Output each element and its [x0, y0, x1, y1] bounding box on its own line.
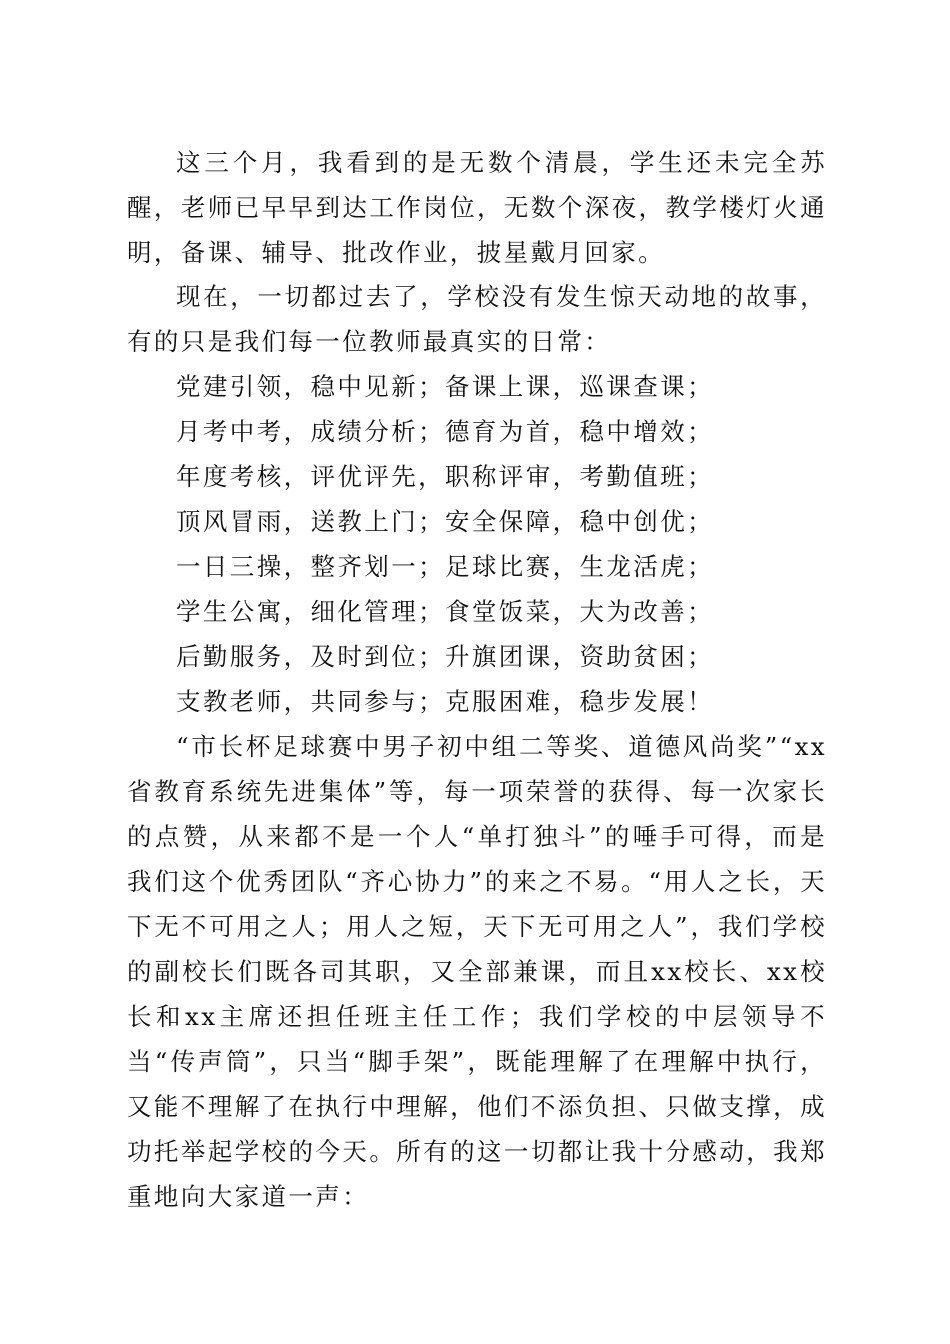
list-item: 月考中考，成绩分析；德育为首，稳中增效； [176, 417, 714, 446]
list-item: 支教老师，共同参与；克服困难，稳步发展！ [176, 687, 714, 716]
paragraph-mornings-and-nights: 这三个月，我看到的是无数个清晨，学生还未完全苏醒，老师已早早到达工作岗位，无数个深夜，教学楼灯火通明，备课、辅导、批改作业，披星戴月回家。 [127, 148, 827, 267]
list-item: 学生公寓，细化管理；食堂饭菜，大为改善； [176, 597, 714, 626]
list-item: 年度考核，评优评先，职称评审，考勤值班； [176, 462, 714, 491]
paragraph-daily-routine-intro: 现在，一切都过去了，学校没有发生惊天动地的故事，有的只是我们每一位教师最真实的日常： [127, 282, 827, 356]
paragraph-honors-and-team: “市长杯足球赛中男子初中组二等奖、道德风尚奖”“xx省教育系统先进集体”等，每一项荣誉的获得、每一次家长的点赞，从来都不是一个人“单打独斗”的唾手可得，而是我们这个优秀团队“齐心协力”的来之不易。“用人之长，天下无不可用之人；用人之短，天下无可用之人”，我们学校的副校长们既各司其职，又全部兼课，而且xx校长、xx校长和xx主席还担任班主任工作；我们学校的中层领导不当“传声筒”，只当“脚手架”，既能理解了在理解中执行，又能不理解了在执行中理解，他们不添负担、只做支撑，成功托举起学校的今天。所有的这一切都让我十分感动，我郑重地向大家道一声： [127, 732, 827, 1211]
list-item: 后勤服务，及时到位；升旗团课，资助贫困； [176, 642, 714, 671]
daily-routine-list [176, 364, 826, 724]
list-item: 一日三操，整齐划一；足球比赛，生龙活虎； [176, 552, 714, 581]
list-item: 党建引领，稳中见新；备课上课，巡课查课； [176, 372, 714, 401]
list-item: 顶风冒雨，送教上门；安全保障，稳中创优； [176, 507, 714, 536]
